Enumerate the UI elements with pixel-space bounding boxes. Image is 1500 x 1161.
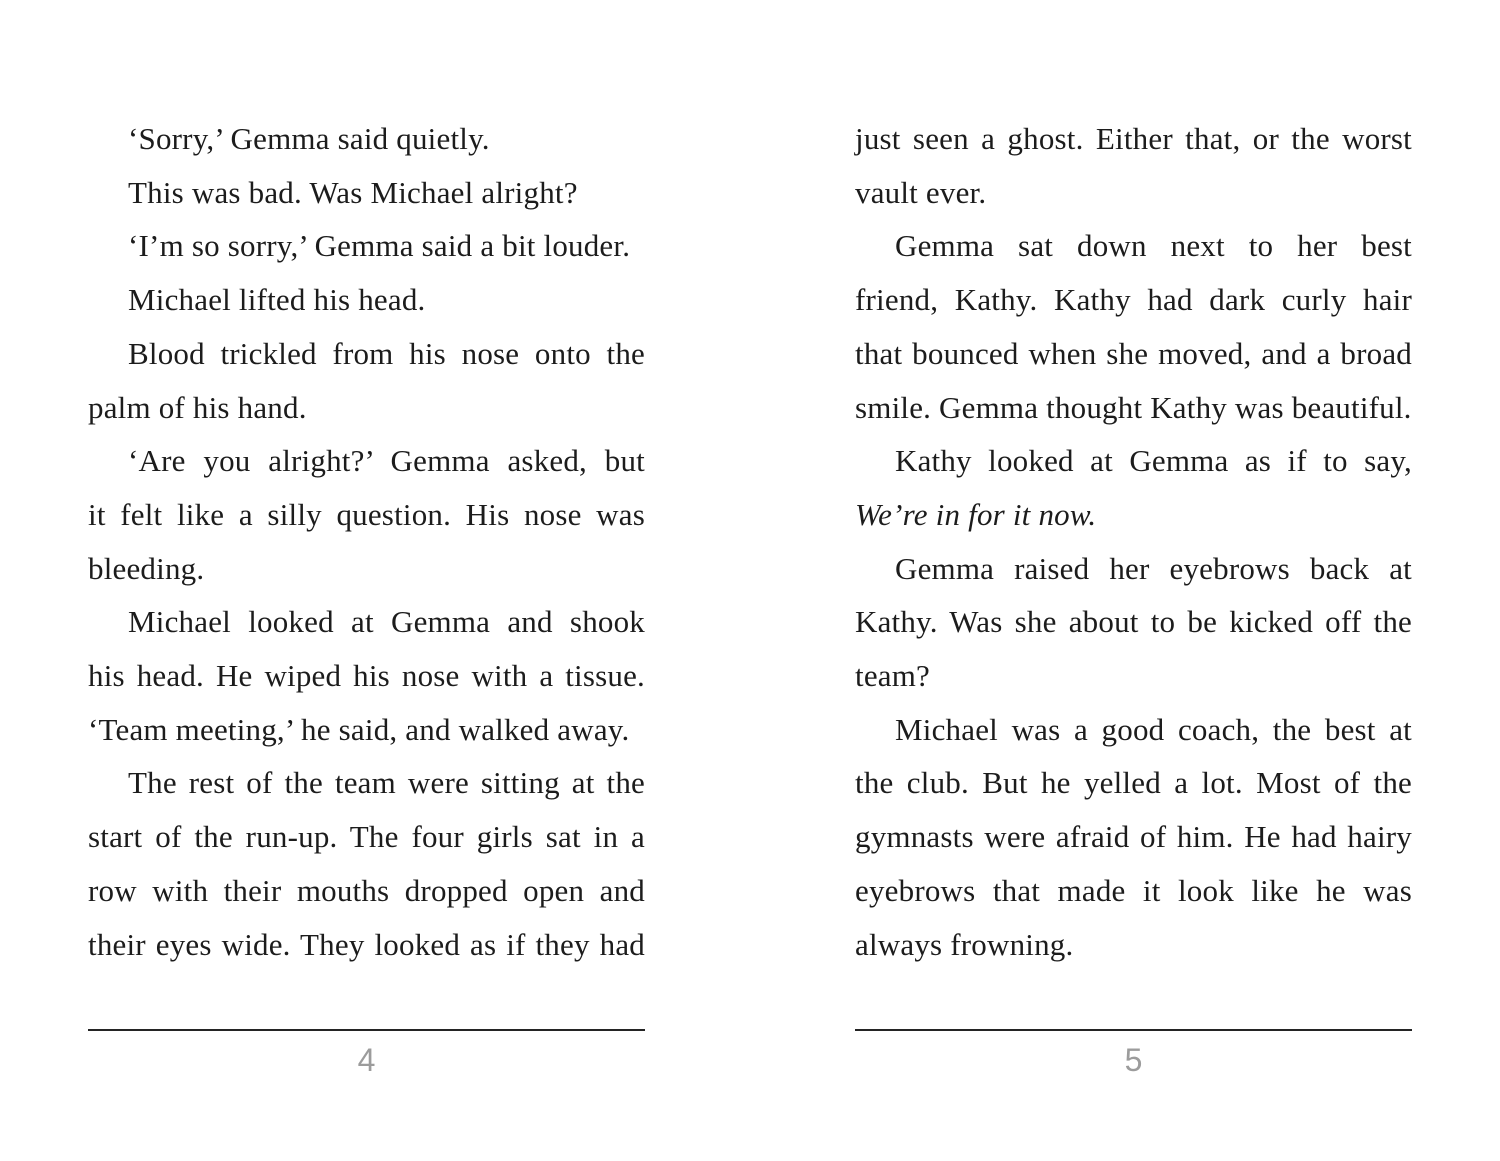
text-line: just seen a ghost. Either that, or the worst bbox=[855, 121, 1412, 156]
text-line: vault ever. bbox=[855, 174, 987, 210]
paragraph bbox=[88, 219, 645, 273]
text-line: Michael looked at Gemma and shook bbox=[128, 604, 645, 640]
text-line: ‘I’m so sorry,’ Gemma said a bit louder. bbox=[128, 228, 631, 264]
text-line: Michael lifted his head. bbox=[128, 282, 426, 318]
left-footer-rule bbox=[88, 1029, 645, 1031]
paragraph bbox=[88, 112, 645, 166]
right-page-number: 5 bbox=[1124, 1042, 1143, 1078]
text-line: ‘Sorry,’ Gemma said quietly. bbox=[128, 121, 490, 156]
paragraph bbox=[855, 434, 1412, 541]
text-line: row with their mouths dropped open and bbox=[88, 872, 645, 908]
paragraph bbox=[88, 273, 645, 327]
paragraph bbox=[855, 703, 1412, 972]
text-line: friend, Kathy. Kathy had dark curly hair bbox=[855, 282, 1412, 318]
paragraph bbox=[855, 219, 1412, 434]
right-page-text bbox=[855, 112, 1412, 971]
text-line: eyebrows that made it look like he was bbox=[855, 872, 1412, 908]
paragraph bbox=[88, 166, 645, 220]
text-line: always frowning. bbox=[855, 926, 1074, 962]
text-line: Gemma raised her eyebrows back at bbox=[895, 550, 1412, 586]
text-line: their eyes wide. They looked as if they had bbox=[88, 926, 645, 962]
text-line: it felt like a silly question. His nose was bbox=[88, 496, 645, 532]
right-footer-rule bbox=[855, 1029, 1412, 1031]
text-line: smile. Gemma thought Kathy was beautiful. bbox=[855, 389, 1412, 425]
text-line: that bounced when she moved, and a broad bbox=[855, 335, 1412, 371]
left-page-text bbox=[88, 112, 645, 971]
text-line: Kathy looked at Gemma as if to say, bbox=[895, 443, 1412, 479]
text-line: Gemma sat down next to her best bbox=[895, 228, 1412, 264]
paragraph bbox=[88, 756, 645, 971]
paragraph bbox=[855, 542, 1412, 703]
text-line: ‘Team meeting,’ he said, and walked away. bbox=[88, 711, 630, 747]
text-line: the club. But he yelled a lot. Most of the bbox=[855, 765, 1412, 801]
paragraph bbox=[88, 327, 645, 434]
paragraph bbox=[88, 595, 645, 756]
left-page-number: 4 bbox=[357, 1042, 376, 1078]
text-line: start of the run-up. The four girls sat in a bbox=[88, 819, 645, 855]
right-page bbox=[855, 0, 1412, 1161]
text-line: team? bbox=[855, 658, 931, 694]
text-line: The rest of the team were sitting at the bbox=[128, 765, 645, 801]
text-line: ‘Are you alright?’ Gemma asked, but bbox=[128, 443, 645, 479]
text-line: his head. He wiped his nose with a tissue. bbox=[88, 658, 645, 694]
left-page bbox=[88, 0, 645, 1161]
paragraph bbox=[88, 434, 645, 595]
text-line: Blood trickled from his nose onto the bbox=[128, 335, 645, 371]
text-line: palm of his hand. bbox=[88, 389, 307, 425]
text-line: Kathy. Was she about to be kicked off the bbox=[855, 604, 1412, 640]
text-line: Michael was a good coach, the best at bbox=[895, 711, 1412, 747]
text-line: bleeding. bbox=[88, 550, 205, 586]
text-line: We’re in for it now. bbox=[855, 496, 1097, 532]
text-line: gymnasts were afraid of him. He had hairy bbox=[855, 819, 1412, 855]
text-line: This was bad. Was Michael alright? bbox=[128, 174, 578, 210]
paragraph bbox=[855, 112, 1412, 219]
